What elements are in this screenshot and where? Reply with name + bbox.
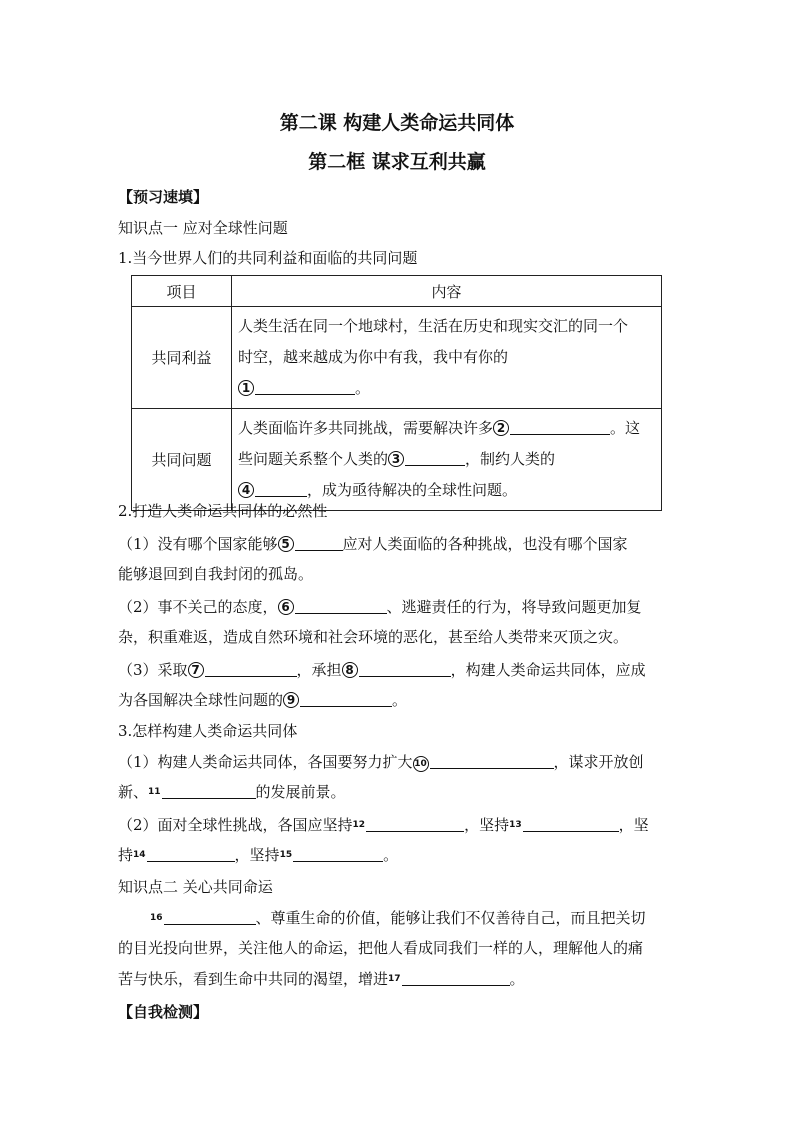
blank-6[interactable] <box>295 598 387 614</box>
q2-part3-line2 <box>118 689 407 710</box>
q2-part2-line2: 杂，积重难返，造成自然环境和社会环境的恶化，甚至给人类带来灭顶之灾。 <box>118 628 629 646</box>
circled-number-4: 4 <box>238 482 254 498</box>
text: 新、 <box>118 783 149 801</box>
text: 人类生活在同一个地球村，生活在历史和现实交汇的同一个 <box>238 317 629 335</box>
text: ，制约人类的 <box>465 450 556 468</box>
circled-number-10: 10 <box>413 756 429 772</box>
q2-part2-line1 <box>118 596 642 617</box>
text: 时空，越来越成为你中有我，我中有你的 <box>238 348 509 366</box>
blank-4[interactable] <box>255 481 307 497</box>
text: 为各国解决全球性问题的 <box>118 691 284 709</box>
q3-part1-line2 <box>118 781 346 802</box>
q3-part1-line1 <box>118 751 644 772</box>
text: 应对人类面临的各种挑战，也没有哪个国家 <box>342 535 628 553</box>
text: ，谋求开放创 <box>553 753 644 771</box>
number-11: 11 <box>148 787 161 797</box>
blank-1[interactable] <box>255 379 355 395</box>
text: （2）事不关己的态度， <box>118 598 278 616</box>
self-check-header: 【自我检测】 <box>118 1003 209 1021</box>
section-title: 第二框 谋求互利共赢 <box>308 151 486 173</box>
table-row <box>132 307 662 409</box>
table-header-content: 内容 <box>232 276 662 307</box>
text: 苦与快乐，看到生命中共同的渴望，增进 <box>118 970 389 988</box>
text: 人类面临许多共同挑战，需要解决许多 <box>238 419 494 437</box>
blank-15[interactable] <box>293 846 383 862</box>
question-2: 2.打造人类命运共同体的必然性 <box>118 502 328 520</box>
lesson-title: 第二课 构建人类命运共同体 <box>279 112 515 134</box>
text: ，构建人类命运共同体，应成 <box>450 661 646 679</box>
table-row <box>132 409 662 511</box>
text: ，坚 <box>618 816 649 834</box>
row-item-interest: 共同利益 <box>132 307 232 409</box>
text: （3）采取 <box>118 661 188 679</box>
question-3: 3.怎样构建人类命运共同体 <box>118 722 298 740</box>
circled-number-3: 3 <box>388 451 404 467</box>
kp2-line3 <box>118 968 525 989</box>
number-17: 17 <box>388 974 401 984</box>
row-content-problem: 人类面临许多共同挑战，需要解决许多 2 。这 些问题关系整个人类的 3 ，制约人类的 4 ，成为亟待解决的全球性问题。 <box>232 409 662 511</box>
blank-17[interactable] <box>402 970 510 986</box>
number-14: 14 <box>133 850 146 860</box>
number-16: 16 <box>150 913 163 923</box>
knowledge-point-2: 知识点二 关心共同命运 <box>118 878 273 896</box>
blank-14[interactable] <box>147 846 235 862</box>
circled-number-2: 2 <box>493 420 509 436</box>
row-content-interest <box>232 307 662 409</box>
text: 。 <box>383 846 399 864</box>
text: ，成为亟待解决的全球性问题。 <box>307 481 518 499</box>
blank-11[interactable] <box>162 783 256 799</box>
number-15: 15 <box>279 850 293 860</box>
common-interest-table <box>131 275 662 511</box>
q3-part2-line1 <box>118 814 649 835</box>
blank-8[interactable] <box>359 661 451 677</box>
knowledge-point-1: 知识点一 应对全球性问题 <box>118 219 288 237</box>
text: ，承担 <box>296 661 342 679</box>
row-item-problem: 共同问题 <box>132 409 232 511</box>
circled-number-7: 7 <box>188 662 204 678</box>
q2-part3-line1 <box>118 659 646 680</box>
text: 些问题关系整个人类的 <box>238 450 389 468</box>
text: 、尊重生命的价值，能够让我们不仅善待自己，而且把关切 <box>255 909 646 927</box>
blank-2[interactable] <box>510 419 610 435</box>
q2-part1-line1 <box>118 533 628 554</box>
blank-13[interactable] <box>523 816 619 832</box>
text: （1）构建人类命运共同体，各国要努力扩大 <box>118 753 413 771</box>
text: （2）面对全球性挑战，各国应坚持 <box>118 816 353 834</box>
text: （1）没有哪个国家能够 <box>118 535 278 553</box>
table-header-item: 项目 <box>132 276 232 307</box>
blank-9[interactable] <box>300 691 392 707</box>
circled-number-1: 1 <box>238 380 254 396</box>
blank-5[interactable] <box>295 535 343 551</box>
kp2-line2: 的目光投向世界，关注他人的命运，把他人看成同我们一样的人，理解他人的痛 <box>118 939 644 957</box>
text: 的发展前景。 <box>255 783 346 801</box>
blank-16[interactable] <box>164 909 256 925</box>
circled-number-8: 8 <box>342 662 358 678</box>
blank-12[interactable] <box>366 816 464 832</box>
q3-part2-line2 <box>118 844 398 865</box>
blank-10[interactable] <box>430 753 554 769</box>
question-1: 1.当今世界人们的共同利益和面临的共同问题 <box>118 249 418 267</box>
q2-part1-line2: 能够退回到自我封闭的孤岛。 <box>118 565 314 583</box>
number-12: 12 <box>352 820 366 830</box>
text: 、逃避责任的行为，将导致问题更加复 <box>386 598 642 616</box>
circled-number-6: 6 <box>278 599 294 615</box>
kp2-line1 <box>150 907 646 928</box>
text: 。 <box>392 691 408 709</box>
text: 。 <box>509 970 525 988</box>
text: 。 <box>355 379 371 397</box>
preview-header: 【预习速填】 <box>118 188 209 206</box>
text: ，坚持 <box>464 816 510 834</box>
circled-number-9: 9 <box>283 692 299 708</box>
blank-7[interactable] <box>205 661 297 677</box>
blank-3[interactable] <box>405 450 465 466</box>
text: 持 <box>118 846 134 864</box>
text: ，坚持 <box>234 846 280 864</box>
circled-number-5: 5 <box>278 536 294 552</box>
number-13: 13 <box>509 820 522 830</box>
